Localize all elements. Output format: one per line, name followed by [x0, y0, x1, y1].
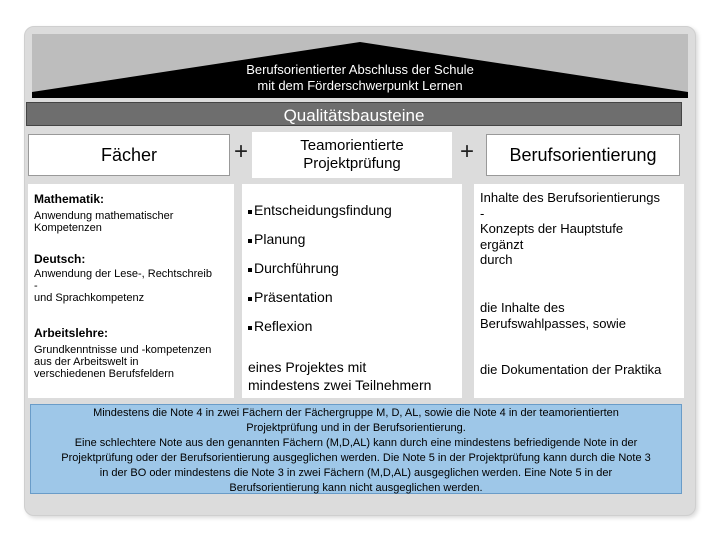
subject-desc-line: Anwendung der Lese-, Rechtschreib — [34, 268, 212, 280]
bullet-text: Entscheidungsfindung — [254, 202, 392, 218]
bullet-text: Präsentation — [254, 289, 333, 305]
bullet-marker — [248, 268, 252, 272]
subject-title: Mathematik: — [34, 192, 105, 206]
project-footer-line2: mindestens zwei Teilnehmern — [248, 377, 432, 393]
faecher-header — [28, 134, 230, 176]
grading-rules — [30, 404, 682, 494]
orientation-line: die Inhalte des — [480, 300, 565, 315]
teamorientiert-label-line1: Teamorientierte — [300, 137, 404, 154]
orientation-line: - — [480, 205, 485, 221]
plus-sign-1: + — [234, 138, 249, 165]
subject-desc-line: verschiedenen Berufsfeldern — [34, 368, 175, 380]
subject-desc-line: aus der Arbeitswelt in — [34, 356, 139, 368]
teamorientiert-label-line2: Projektprüfung — [303, 155, 401, 172]
berufsorientierung-header — [486, 134, 680, 176]
bullet-text: Reflexion — [254, 318, 313, 334]
subject-desc-line: - — [34, 280, 38, 292]
project-bullet — [248, 202, 392, 218]
subject-arbeitslehre — [34, 326, 211, 380]
project-footer — [248, 358, 431, 394]
bullet-text: Planung — [254, 231, 306, 247]
header-title-line2: mit dem Förderschwerpunkt Lernen — [257, 78, 463, 93]
orientation-block3 — [480, 362, 661, 378]
orientation-column — [474, 184, 684, 398]
subject-title: Deutsch: — [34, 252, 86, 266]
quality-band: Qualitätsbausteine — [26, 102, 682, 126]
project-bullet — [248, 318, 312, 334]
orientation-line: die Dokumentation der Praktika — [480, 362, 662, 377]
bullet-text: Durchführung — [254, 260, 339, 276]
header-title-line1: Berufsorientierter Abschluss der Schule — [246, 62, 474, 77]
subject-desc-line: Grundkenntnisse und -kompetenzen — [34, 344, 212, 356]
orientation-line: durch — [480, 252, 513, 267]
project-bullet — [248, 231, 305, 247]
subject-desc-line: und Sprachkompetenz — [34, 292, 145, 304]
orientation-line: Konzepts der Hauptstufe — [480, 221, 624, 236]
plus-sign-2: + — [460, 138, 475, 165]
bullet-marker — [248, 297, 252, 301]
project-bullet — [248, 289, 333, 305]
berufsorientierung-label: Berufsorientierung — [509, 144, 657, 165]
rules-line: Berufsorientierung kann nicht ausgeglichen werden. — [229, 482, 483, 494]
orientation-block2 — [480, 300, 626, 331]
rules-line: in der BO oder mindestens die Note 3 in zwei Fächern (M,D,AL) ausgeglichen werden. Eine Note 5 in der — [99, 467, 613, 479]
faecher-label: Fächer — [100, 144, 158, 165]
project-bullet — [248, 260, 339, 276]
teamorientiert-header — [252, 132, 452, 178]
bullet-marker — [248, 326, 252, 330]
project-column — [242, 184, 462, 398]
project-footer-line1: eines Projektes mit — [248, 359, 367, 375]
orientation-line: Berufswahlpasses, sowie — [480, 315, 626, 331]
orientation-line: ergänzt — [480, 236, 524, 252]
orientation-block1 — [480, 190, 660, 268]
subject-title: Arbeitslehre: — [34, 326, 109, 340]
rules-line: Projektprüfung und in der Berufsorientierung. — [246, 422, 466, 434]
rules-line: Eine schlechtere Note aus den genannten Fächern (M,D,AL) kann durch eine mindestens befriedigende Note in der — [74, 437, 638, 449]
rules-line: Projektprüfung oder der Berufsorientierung ausgeglichen werden. Die Note 5 in der Projektprüfung kann durch die Note 3 — [61, 452, 651, 464]
subject-mathematik — [34, 192, 173, 234]
subject-deutsch — [34, 252, 212, 304]
subject-desc-line: Anwendung mathematischer — [34, 210, 174, 222]
rules-line: Mindestens die Note 4 in zwei Fächern der Fächergruppe M, D, AL, sowie die Note 4 in der teamorientierten — [93, 407, 619, 419]
bullet-marker — [248, 210, 252, 214]
subject-desc-line: Kompetenzen — [34, 222, 102, 234]
subjects-column — [28, 184, 234, 398]
header-title — [32, 62, 688, 94]
bullet-marker — [248, 239, 252, 243]
orientation-line: Inhalte des Berufsorientierungs — [480, 190, 660, 205]
